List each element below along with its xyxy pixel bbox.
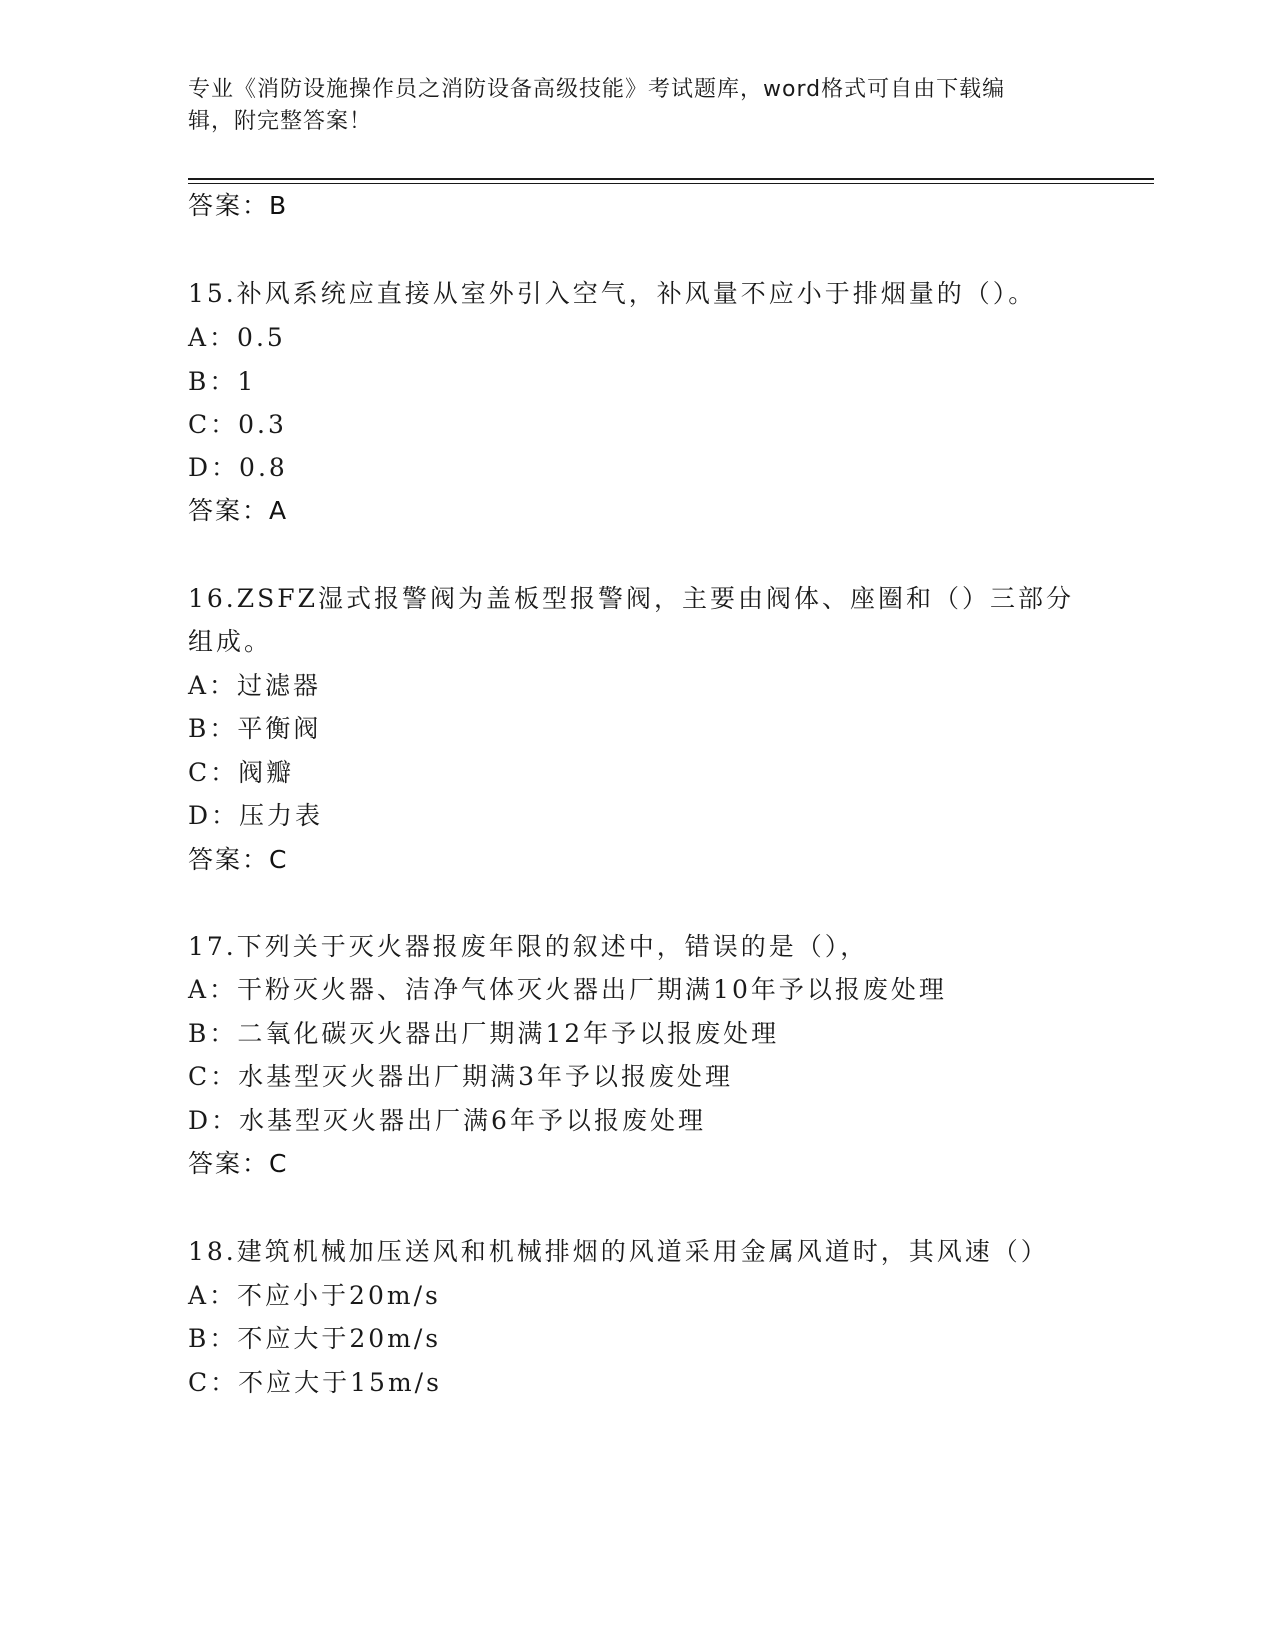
question-stem-continued: 组成。 [188, 627, 273, 656]
option-c: C：阀瓣 [188, 758, 295, 787]
question-stem: 17.下列关于灭火器报废年限的叙述中，错误的是（）， [188, 932, 869, 961]
option-b: B：二氧化碳灭火器出厂期满12年予以报废处理 [188, 1019, 780, 1048]
option-c: C：0.3 [188, 410, 287, 439]
header-divider [188, 178, 1154, 180]
page-header [188, 74, 1068, 138]
question-stem: 18.建筑机械加压送风和机械排烟的风道采用金属风道时，其风速（） [188, 1237, 1049, 1266]
option-a: A：干粉灭火器、洁净气体灭火器出厂期满10年予以报废处理 [188, 975, 947, 1004]
answer-line: 答案：C [188, 845, 289, 874]
option-a: A：不应小于20m/s [188, 1281, 441, 1310]
answer-line: 答案：B [188, 191, 289, 220]
option-d: D：0.8 [188, 453, 288, 482]
option-d: D：压力表 [188, 801, 324, 830]
option-a: A：0.5 [188, 323, 286, 352]
option-b: B：平衡阀 [188, 714, 322, 743]
answer-line: 答案：A [188, 496, 289, 525]
header-line-2: 辑，附完整答案！ [188, 109, 373, 134]
question-stem: 15.补风系统应直接从室外引入空气，补风量不应小于排烟量的（）。 [188, 279, 1037, 308]
answer-line: 答案：C [188, 1149, 289, 1178]
option-a: A：过滤器 [188, 671, 322, 700]
question-stem: 16.ZSFZ湿式报警阀为盖板型报警阀，主要由阀体、座圈和（）三部分 [188, 584, 1074, 613]
header-divider-thin [188, 183, 1154, 184]
option-b: B：不应大于20m/s [188, 1324, 442, 1353]
option-d: D：水基型灭火器出厂满6年予以报废处理 [188, 1106, 706, 1135]
header-line-1: 专业《消防设施操作员之消防设备高级技能》考试题库，word格式可自由下载编 [188, 77, 1006, 102]
option-c: C：水基型灭火器出厂期满3年予以报废处理 [188, 1062, 734, 1091]
option-c: C：不应大于15m/s [188, 1368, 442, 1397]
option-b: B：1 [188, 367, 257, 396]
